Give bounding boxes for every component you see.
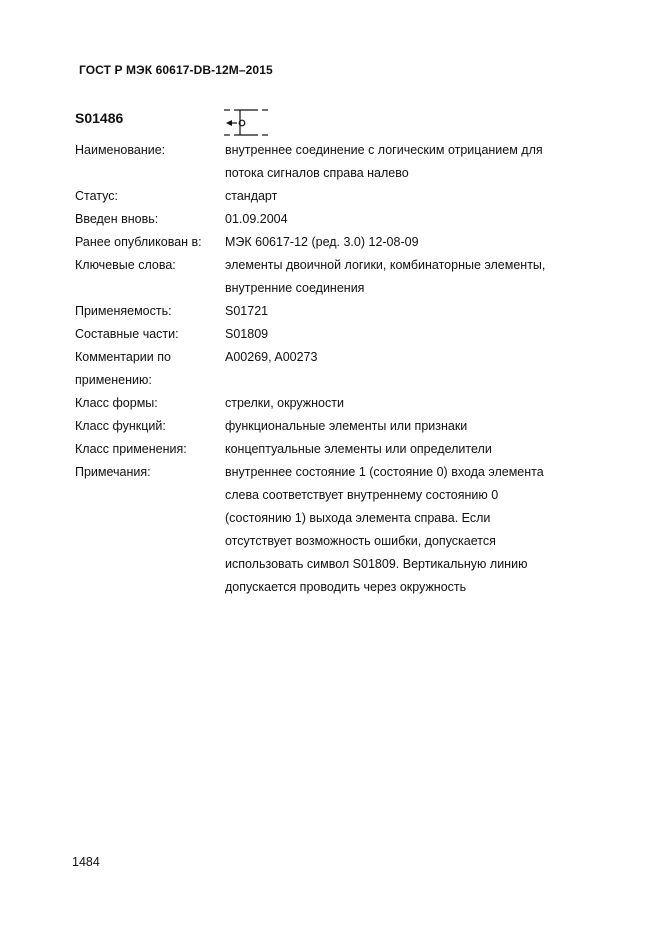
value-line: допускается проводить через окружность <box>225 580 467 594</box>
attribute-label: Введен вновь: <box>75 212 159 226</box>
value-line: использовать символ S01809. Вертикальную линию <box>225 557 528 571</box>
value-line: S01809 <box>225 327 269 341</box>
attribute-label: Наименование: <box>75 143 166 157</box>
attributes-list <box>75 139 595 599</box>
value-line: элементы двоичной логики, комбинаторные элементы, <box>225 258 546 272</box>
attribute-row-application-class <box>75 438 595 461</box>
value-line: отсутствует возможность ошибки, допускается <box>225 534 496 548</box>
value-line: функциональные элементы или признаки <box>225 419 468 433</box>
attribute-value <box>225 323 595 346</box>
attribute-value <box>225 300 595 323</box>
internal-connection-negation-right-to-left-icon <box>222 106 274 138</box>
attribute-row-status <box>75 185 595 208</box>
attribute-label: Комментарии по применению: <box>75 350 171 387</box>
value-line: слева соответствует внутреннему состоянию 0 <box>225 488 499 502</box>
attribute-value <box>225 231 595 254</box>
attribute-value <box>225 185 595 208</box>
attribute-label: Применяемость: <box>75 304 172 318</box>
attribute-label: Статус: <box>75 189 118 203</box>
attribute-row-name <box>75 139 595 185</box>
attribute-value <box>225 415 595 438</box>
value-line: стрелки, окружности <box>225 396 344 410</box>
attribute-label: Ранее опубликован в: <box>75 235 202 249</box>
attribute-label: Примечания: <box>75 465 151 479</box>
value-line: 01.09.2004 <box>225 212 288 226</box>
attribute-value <box>225 392 595 415</box>
attribute-value <box>225 438 595 461</box>
value-line: S01721 <box>225 304 269 318</box>
symbol-code: S01486 <box>75 110 124 126</box>
attribute-label: Класс применения: <box>75 442 187 456</box>
attribute-row-notes <box>75 461 595 599</box>
attribute-row-comments <box>75 346 595 392</box>
page-number: 1484 <box>72 855 100 869</box>
document-header: ГОСТ Р МЭК 60617-DB-12M–2015 <box>79 63 273 77</box>
value-line: (состоянию 1) выхода элемента справа. Если <box>225 511 491 525</box>
attribute-row-components <box>75 323 595 346</box>
attribute-value <box>225 139 595 185</box>
attribute-label: Ключевые слова: <box>75 258 176 272</box>
attribute-label: Класс функций: <box>75 419 166 433</box>
value-line: потока сигналов справа налево <box>225 166 409 180</box>
value-line: A00269, A00273 <box>225 350 318 364</box>
attribute-row-function-class <box>75 415 595 438</box>
attribute-row-introduced <box>75 208 595 231</box>
attribute-value <box>225 346 595 369</box>
value-line: МЭК 60617-12 (ред. 3.0) 12-08-09 <box>225 235 419 249</box>
value-line: внутренние соединения <box>225 281 365 295</box>
value-line: внутреннее состояние 1 (состояние 0) входа элемента <box>225 465 544 479</box>
attribute-label: Составные части: <box>75 327 179 341</box>
value-line: стандарт <box>225 189 278 203</box>
attribute-row-published <box>75 231 595 254</box>
attribute-value <box>225 208 595 231</box>
value-line: внутреннее соединение с логическим отрицанием для <box>225 143 543 157</box>
attribute-row-shape-class <box>75 392 595 415</box>
attribute-row-keywords <box>75 254 595 300</box>
attribute-row-applicability <box>75 300 595 323</box>
value-line: концептуальные элементы или определители <box>225 442 492 456</box>
attribute-label: Класс формы: <box>75 396 158 410</box>
attribute-value <box>225 254 595 300</box>
attribute-value <box>225 461 595 599</box>
